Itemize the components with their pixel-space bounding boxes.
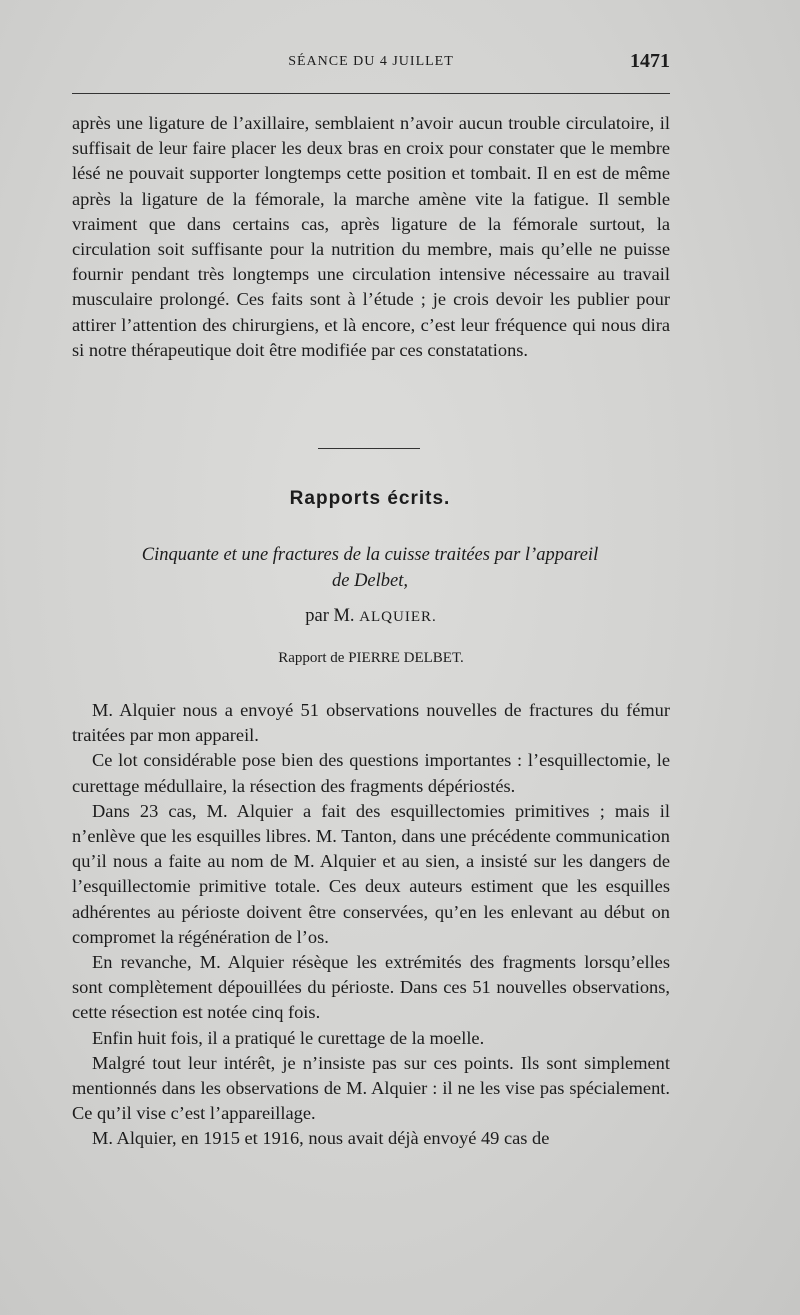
article-title-line-1: Cinquante et une fractures de la cuisse traitées par l’appareil: [141, 545, 599, 565]
report-attribution: Rapport de PIERRE DELBET.: [278, 650, 464, 666]
body-paragraph: M. Alquier, en 1915 et 1916, nous avait déjà envoyé 49 cas de: [92, 1128, 550, 1149]
body-paragraph: Dans 23 cas, M. Alquier a fait des esquillectomies primitives ; mais il n’enlève que les esquilles libres. M. Tanton, dans une précédente communication qu’il nous a faite au nom de M. Alquier et au sien, a insisté sur les dangers de l’esquillectomie primitive totale. Ces deux auteurs estiment que les esquilles adhérentes au périoste doivent être conservées, qu’en les enlevant au début on compromet la régénération de l’os.: [72, 800, 670, 947]
body-paragraph: M. Alquier nous a envoyé 51 observations nouvelles de fractures du fémur traitées par mon appareil.: [72, 700, 670, 746]
page-header: [72, 50, 670, 78]
section-title: Rapports écrits.: [289, 488, 451, 509]
byline-prefix: par M.: [305, 606, 355, 626]
byline: [72, 606, 670, 627]
body-paragraph: Enfin huit fois, il a pratiqué le curettage de la moelle.: [92, 1027, 485, 1048]
body-paragraph: Ce lot considérable pose bien des questions importantes : l’esquillectomie, le curettage médullaire, la résection des fragments dépériostés.: [72, 750, 670, 796]
page-number: 1471: [630, 50, 670, 72]
body-paragraph: En revanche, M. Alquier résèque les extrémités des fragments lorsqu’elles sont complètement dépouillées du périoste. Dans ces 51 nouvelles observations, cette résection est notée cinq fois.: [72, 952, 670, 1023]
byline-author: ALQUIER.: [359, 609, 437, 625]
header-rule: [72, 93, 670, 94]
report-body: [72, 698, 670, 1152]
continuation-paragraph: [72, 111, 670, 363]
article-title: [80, 542, 660, 594]
section-separator-rule: [318, 448, 420, 449]
continuation-text: après une ligature de l’axillaire, semblaient n’avoir aucun trouble circulatoire, il suffisait de leur faire placer les deux bras en croix pour constater que le membre lésé ne pouvait supporter longtemps cette position et tombait. Il en est de même après la ligature de la fémorale, la marche amène vite la fatigue. Il semble vraiment que dans certains cas, après ligature de la fémorale surtout, la circulation soit suffisante pour la nutrition du membre, mais qu’elle ne puisse fournir pendant très longtemps une circulation intensive nécessaire au travail musculaire prolongé. Ces faits sont à l’étude ; je crois devoir les publier pour attirer l’attention des chirurgiens, et là encore, c’est leur fréquence qui nous dira si notre thérapeutique doit être modifiée par ces constatations.: [72, 113, 670, 360]
article-title-line-2: de Delbet,: [331, 571, 409, 591]
body-paragraph: Malgré tout leur intérêt, je n’insiste pas sur ces points. Ils sont simplement mentionnés dans les observations de M. Alquier : il ne les vise pas spécialement. Ce qu’il vise c’est l’appareillage.: [72, 1052, 670, 1124]
running-head: SÉANCE DU 4 JUILLET: [288, 54, 454, 69]
